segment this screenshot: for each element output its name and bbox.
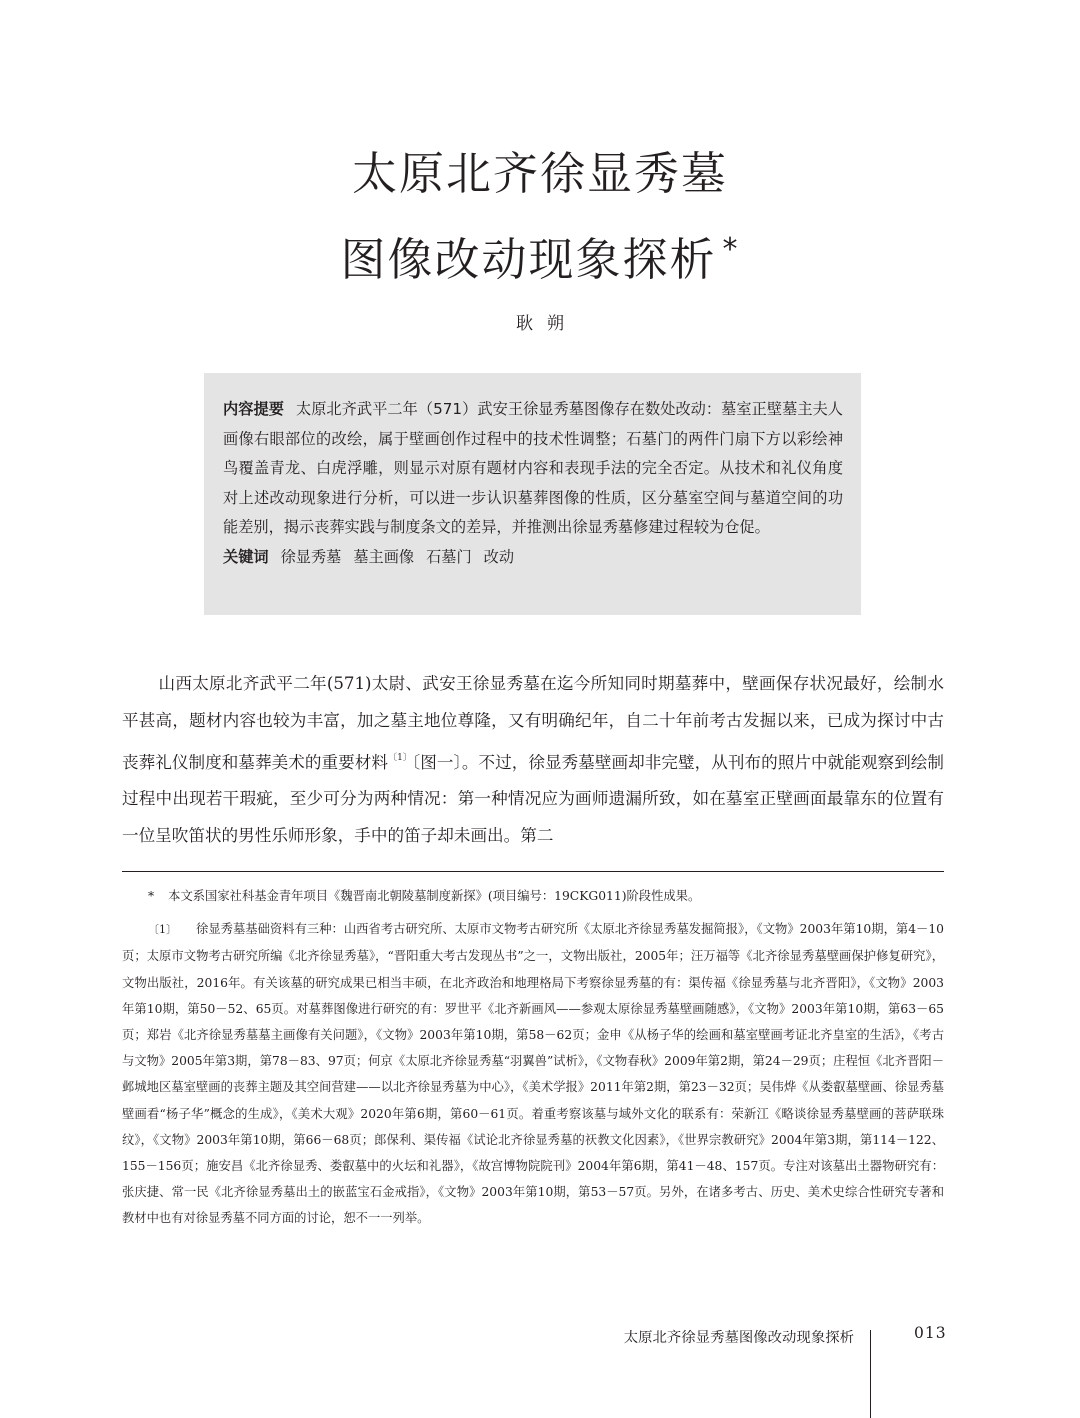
body-text-part-2: 〔图一〕。不过，徐显秀墓壁画却非完璧，从刊布的照片中就能观察到绘制过程中出现若干瑕疵，至少可分为两种情况：第一种情况应为画师遗漏所致，如在墓室正壁画面最靠东的位置有一位呈吹笛状的男性乐师形象，手中的笛子却未画出。第二 — [122, 752, 945, 846]
abstract-label: 内容提要 — [223, 400, 284, 418]
body-text-part-1: 山西太原北齐武平二年(571)太尉、武安王徐显秀墓在迄今所知同时期墓葬中，壁画保存状况最好，绘制水平甚高，题材内容也较为丰富，加之墓主地位尊隆，又有明确纪年，自二十年前考古发掘以来，已成为探讨中古丧葬礼仪制度和墓葬美术的重要材料 — [122, 674, 944, 772]
footnote-ref[interactable]: 〔1〕 — [388, 752, 412, 763]
abstract-box — [204, 373, 861, 615]
title-line-1: 太原北齐徐显秀墓 — [351, 147, 728, 200]
footnote-funding — [122, 883, 944, 909]
article-title — [0, 136, 1080, 298]
footnote-divider — [122, 871, 944, 872]
footnote-marker: * — [148, 889, 155, 903]
footnote-text: 本文系国家社科基金青年项目《魏晋南北朝陵墓制度新探》(项目编号：19CKG011)阶段性成果。 — [168, 889, 701, 903]
footer-divider — [870, 1330, 871, 1418]
footnotes — [122, 883, 944, 1232]
keywords-label: 关键词 — [223, 547, 269, 566]
running-title: 太原北齐徐显秀墓图像改动现象探析 — [623, 1330, 854, 1346]
title-line-2 — [0, 212, 1080, 298]
footnote-text: 徐显秀墓基础资料有三种：山西省考古研究所、太原市文物考古研究所《太原北齐徐显秀墓发掘简报》，《文物》2003年第10期，第4－10页；太原市文物考古研究所编《北齐徐显秀墓》，“晋阳重大考古发现丛书”之一，文物出版社，2005年；汪万福等《北齐徐显秀墓壁画保护修复研究》，文物出版社，2016年。有关该墓的研究成果已相当丰硕，在北齐政治和地理格局下考察徐显秀墓的有：渠传福《徐显秀墓与北齐晋阳》，《文物》2003年第10期，第50－52、65页。对墓葬图像进行研究的有：罗世平《北齐新画风——参观太原徐显秀墓壁画随感》，《文物》2003年第10期，第63－65页；郑岩《北齐徐显秀墓墓主画像有关问题》，《文物》2003年第10期，第58－62页；金申《从杨子华的绘画和墓室壁画考证北齐皇室的生活》，《考古与文物》2005年第3期，第78－83、97页；何京《太原北齐徐显秀墓“羽翼兽”试析》，《文物春秋》2009年第2期，第24－29页；庄程恒《北齐晋阳－邺城地区墓室壁画的丧葬主题及其空间营建——以北齐徐显秀墓为中心》，《美术学报》2011年第2期，第23－32页；吴伟烨《从娄叡墓壁画、徐显秀墓壁画看“杨子华”概念的生成》，《美术大观》2020年第6期，第60－61页。着重考察该墓与域外文化的联系有：荣新江《略谈徐显秀墓壁画的菩萨联珠纹》，《文物》2003年第10期，第66－68页；郎保利、渠传福《试论北齐徐显秀墓的祆教文化因素》，《世界宗教研究》2004年第3期，第114－122、155－156页；施安昌《北齐徐显秀、娄叡墓中的火坛和礼器》，《故宫博物院院刊》2004年第6期，第41－48、157页。专注对该墓出土器物研究有：张庆捷、常一民《北齐徐显秀墓出土的嵌蓝宝石金戒指》，《文物》2003年第10期，第53－57页。另外，在诸多考古、历史、美术史综合性研究专著和教材中也有对徐显秀墓不同方面的讨论，恕不一一列举。 — [122, 922, 944, 1226]
footnote-marker: 〔1〕 — [148, 923, 177, 937]
body-paragraph — [122, 666, 944, 855]
page-footer — [0, 1320, 1080, 1380]
title-footnote-mark: * — [722, 232, 740, 267]
keywords-line — [223, 543, 843, 573]
abstract-text: 太原北齐武平二年（571）武安王徐显秀墓图像存在数处改动：墓室正壁墓主夫人画像右眼部位的改绘，属于壁画创作过程中的技术性调整；石墓门的两件门扇下方以彩绘神鸟覆盖青龙、白虎浮雕，则显示对原有题材内容和表现手法的完全否定。从技术和礼仪角度对上述改动现象进行分析，可以进一步认识墓葬图像的性质，区分墓室空间与墓道空间的功能差别，揭示丧葬实践与制度条文的差异，并推测出徐显秀墓修建过程较为仓促。 — [223, 400, 843, 536]
keyword: 改动 — [483, 547, 514, 566]
title-line-2-text: 图像改动现象探析 — [340, 233, 717, 286]
body-text — [122, 666, 944, 855]
page-number: 013 — [914, 1324, 947, 1342]
keyword: 徐显秀墓 — [280, 547, 342, 566]
keyword: 石墓门 — [426, 547, 472, 566]
keyword: 墓主画像 — [353, 547, 415, 566]
footnote-1 — [122, 916, 944, 1231]
author-name: 耿朔 — [516, 314, 578, 334]
abstract-paragraph — [223, 395, 843, 543]
